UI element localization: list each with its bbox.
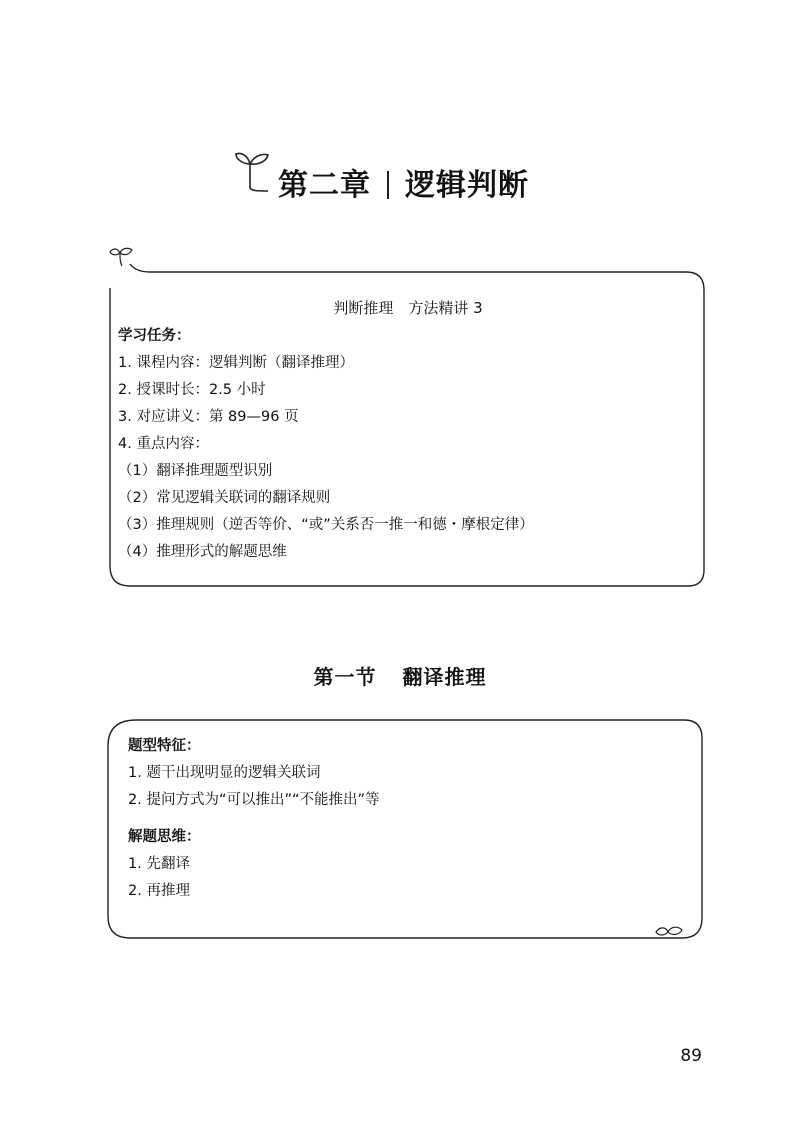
chapter-number: 第二章 — [278, 168, 371, 203]
list-item: 1. 题干出现明显的逻辑关联词 — [128, 765, 321, 781]
section-title — [0, 661, 800, 690]
chapter-title — [278, 160, 529, 204]
list-item: （4）推理形式的解题思维 — [118, 544, 287, 560]
list-item: 1. 课程内容：逻辑判断（翻译推理） — [118, 355, 354, 371]
chapter-name: 逻辑判断 — [405, 168, 529, 203]
task-box-label: 学习任务： — [118, 328, 191, 344]
list-item: 1. 先翻译 — [128, 856, 190, 872]
list-item: （3）推理规则（逆否等价、“或”关系否一推一和德・摩根定律） — [118, 517, 534, 533]
features-label: 题型特征： — [128, 738, 201, 754]
list-item: 4. 重点内容： — [118, 436, 209, 452]
sprout-icon — [106, 244, 136, 274]
list-item: 2. 授课时长：2.5 小时 — [118, 382, 266, 398]
sprout-icon — [654, 922, 684, 942]
method-label: 解题思维： — [128, 829, 201, 845]
feature-box — [128, 733, 688, 905]
page-number: 89 — [680, 1046, 702, 1066]
list-item: 2. 提问方式为“可以推出”“不能推出”等 — [128, 792, 380, 808]
list-item: 3. 对应讲义：第 89—96 页 — [118, 409, 299, 425]
title-separator — [387, 171, 389, 199]
task-box-heading: 判断推理 方法精讲 3 — [333, 299, 483, 317]
chapter-header — [228, 140, 558, 210]
list-item: （1）翻译推理题型识别 — [118, 463, 273, 479]
section-name: 翻译推理 — [402, 665, 487, 689]
task-box — [118, 295, 698, 566]
list-item: （2）常见逻辑关联词的翻译规则 — [118, 490, 331, 506]
list-item: 2. 再推理 — [128, 883, 190, 899]
section-number: 第一节 — [313, 665, 377, 689]
sprout-icon — [228, 144, 274, 196]
